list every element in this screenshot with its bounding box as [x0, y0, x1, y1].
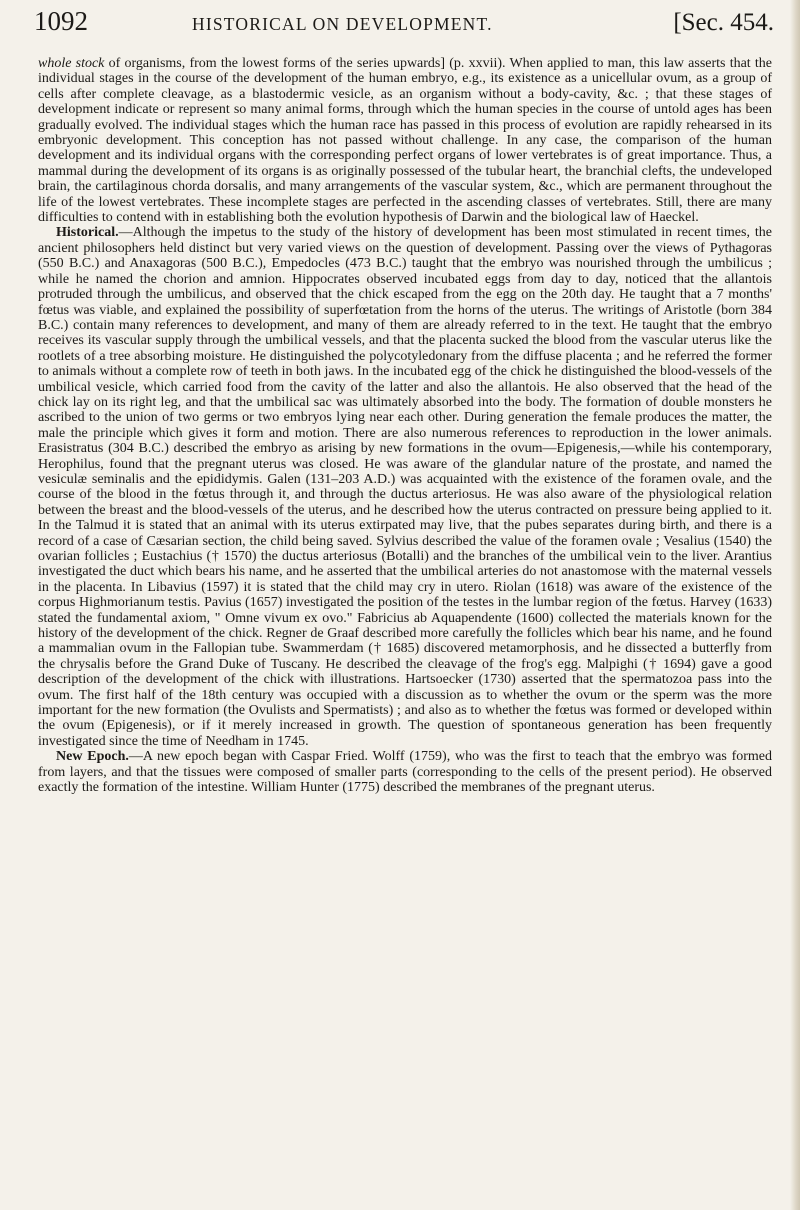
- paragraph-heading: Historical.: [56, 225, 119, 241]
- paragraph-heading: New Epoch.: [56, 749, 129, 765]
- page-header: [34, 6, 774, 44]
- paragraph-new-epoch: [38, 749, 772, 795]
- page-edge: [790, 0, 800, 1210]
- paragraph-historical: [38, 225, 772, 749]
- running-title: HISTORICAL ON DEVELOPMENT.: [192, 14, 493, 34]
- paragraph-lead: whole stock: [38, 56, 105, 71]
- page-number: 1092: [34, 6, 88, 36]
- paragraph-continued: [38, 56, 772, 225]
- paragraph-text: —Although the impetus to the study of the history of development has been most stimulated in recent times, the ancient philosophers held distinct but very varied views on the question of development. Passing over the views of Pythagoras (550 B.C.) and Anaxagoras (500 B.C.), Empedocles (473 B.C.) taught that the embryo was nourished through the umbilicus ; while he named the chorion and amnion. Hippocrates observed incubated eggs from day to day, noticed that the allantois protruded through the umbilicus, and observed that the chick escaped from the egg on the 20th day. He taught that a 7 months' fœtus was viable, and explained the possibility of superfœtation from the horns of the uterus. The writings of Aristotle (born 384 B.C.) contain many references to development, and many of them are already referred to in the text. He taught that the embryo receives its vascular supply through the umbilical vessels, and that the placenta sucked the blood from the vascular uterus like the rootlets of a tree absorbing moisture. He distinguished the polycotyledonary from the diffuse placenta ; and he referred the former to animals without a complete row of teeth in both jaws. In the incubated egg of the chick he distinguished the blood-vessels of the umbilical vesicle, which carried food from the cavity of the latter and also the allantois. He also observed that the head of the chick lay on its right leg, and that the umbilical sac was ultimately absorbed into the body. The formation of double monsters he ascribed to the union of two germs or two embryos lying near each other. During generation the female produces the matter, the male the principle which gives it form and motion. There are also numerous references to reproduction in the lower animals. Erasistratus (304 B.C.) described the embryo as arising by new formations in the ovum—Epigenesis,—while his contemporary, Herophilus, found that the pregnant uterus was closed. He was aware of the glandular nature of the prostate, and named the vesiculæ seminalis and the epididymis. Galen (131–203 A.D.) was acquainted with the existence of the foramen ovale, and the course of the blood in the fœtus through it, and through the ductus arteriosus. He was also aware of the physiological relation between the breast and the blood-vessels of the uterus, and he described how the uterus contracted on pressure being applied to it. In the Talmud it is stated that an animal with its uterus extirpated may live, that the pubes separates during birth, and there is a record of a case of Cæsarian section, the child being saved. Sylvius described the value of the foramen ovale ; Vesalius (1540) the ovarian follicles ; Eustachius († 1570) the ductus arteriosus (Botalli) and the branches of the umbilical vein to the liver. Arantius investigated the duct which bears his name, and he asserted that the umbilical arteries do not anastomose with the maternal vessels in the placenta. In Libavius (1597) it is stated that the child may cry in utero. Riolan (1618) was aware of the existence of the corpus Highmorianum testis. Pavius (1657) investigated the position of the testes in the lumbar region of the fœtus. Harvey (1633) stated the fundamental axiom, " Omne vivum ex ovo." Fabricius ab Aquapendente (1600) collected the materials known for the history of the development of the chick. Regner de Graaf described more carefully the follicles which bear his name, and he found a mammalian ovum in the Fallopian tube. Swammerdam († 1685) discovered metamorphosis, and he dissected a butterfly from the chrysalis before the Grand Duke of Tuscany. He described the cleavage of the frog's egg. Malpighi († 1694) gave a good description of the development of the chick with illustrations. Hartsoecker (1730) asserted that the spermatozoa pass into the ovum. The first half of the 18th century was occupied with a discussion as to whether the ovum or the sperm was the more important for the new formation (the Ovulists and Spermatists) ; and also as to whether the fœtus was formed or developed within the ovum (Epigenesis), or if it merely increased in growth. The question of spontaneous generation has been frequently investigated since the time of Needham in 1745.: [38, 225, 772, 749]
- body-text: [38, 56, 772, 796]
- paragraph-text: of organisms, from the lowest forms of the series upwards] (p. xxvii). When applied to man, this law asserts that the individual stages in the course of the development of the human embryo, e.g., its existence as a unicellular ovum, as a group of cells after complete cleavage, as a blastodermic vesicle, as an organism without a body-cavity, &c. ; that these stages of development indicate or represent so many animal forms, through which the human species in the course of untold ages has been gradually evolved. The individual stages which the human race has passed in this process of evolution are rapidly rehearsed in its embryonic development. This conception has not passed without challenge. In any case, the comparison of the human development and its individual organs with the corresponding perfect organs of lower vertebrates is of great importance. Thus, a mammal during the development of its organs is as originally possessed of the tubular heart, the branchial clefts, the undeveloped brain, the cartilaginous chorda dorsalis, and many arrangements of the vascular system, &c., which are permanent throughout the life of the lowest vertebrates. These incomplete stages are perfected in the ascending classes of vertebrates. Still, there are many difficulties to contend with in establishing both the evolution hypothesis of Darwin and the biological law of Haeckel.: [38, 56, 772, 226]
- paragraph-text: —A new epoch began with Caspar Fried. Wolff (1759), who was the first to teach that the embryo was formed from layers, and that the tissues were composed of smaller parts (corresponding to the cells of the present period). He observed exactly the formation of the intestine. William Hunter (1775) described the membranes of the pregnant uterus.: [38, 749, 772, 796]
- section-label: [Sec. 454.: [673, 9, 774, 36]
